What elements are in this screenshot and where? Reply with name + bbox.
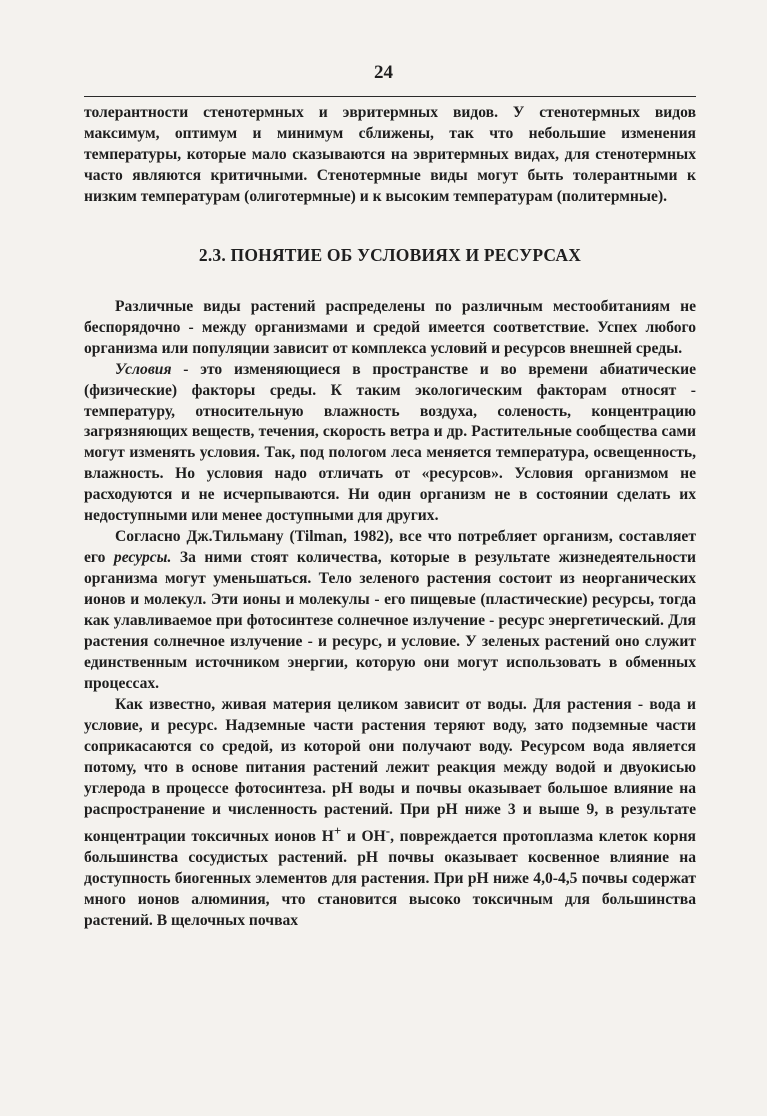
paragraph-3-after: За ними стоят количества, которые в результате жизнедеятельности организма могут уменьшаться. Тело зеленого растения состоит из неорганических ионов и молекул. Эти ионы и молекулы - его пищевые (пластические) ресурсы, тогда как улавливаемое при фотосинтезе солнечное излучение - ресурс энергетический. Для растения солнечное излучение - и ресурс, и условие. У зеленых растений оно служит единственным источником энергии, которую они могут использовать в обменных процессах. — [84, 549, 697, 692]
paragraph-4-text-1: Как известно, живая материя целиком зависит от воды. Для растения - вода и условие, и ресурс. Надземные части растения теряют воду, зато подземные части соприкасаются со средой, из которой они получают воду. Ресурсом вода является потому, что в основе питания растений лежит реакция между водой и двуокисью углерода в процессе фотосинтеза. pH воды и почвы оказывает большое влияние на распространение и численность растений. При pH ниже 3 и выше 9, в результате концентрации токсичных ионов H — [84, 695, 696, 845]
paragraph-3 — [84, 527, 696, 695]
term-conditions: Условия — [115, 360, 172, 378]
header-rule — [84, 96, 696, 97]
superscript-minus: - — [385, 822, 391, 838]
page-content — [84, 103, 696, 932]
paragraph-4-text-2: и OH — [341, 827, 386, 845]
paragraph-2 — [84, 360, 696, 528]
section-title: 2.3. ПОНЯТИЕ ОБ УСЛОВИЯХ И РЕСУРСАХ — [198, 244, 582, 265]
superscript-plus: + — [333, 822, 342, 838]
paragraph-3-before: Согласно Дж.Тильману (Tilman, 1982), все что потребляет организм, составляет его — [84, 528, 696, 567]
intro-paragraph: толерантности стенотермных и эвритермных видов. У стенотермных видов максимум, оптимум и минимум сближены, так что небольшие изменения температуры, которые мало сказываются на эвритермных видах, для стенотермных часто являются критичными. Стенотермные виды могут быть толерантными к низким температурам (олиготермные) и к высоким температурам (политермные). — [84, 104, 696, 205]
paragraph-1: Различные виды растений распределены по различным местообитаниям не беспорядочно - между организмами и средой имеется соответствие. Успех любого организма или популяции зависит от комплекса условий и ресурсов внешней среды. — [84, 297, 696, 357]
page-number: 24 — [374, 62, 393, 83]
paragraph-4 — [84, 695, 696, 932]
paragraph-4-text-3: , повреждается протоплазма клеток корня большинства сосудистых растений. pH почвы оказывает косвенное влияние на доступность биогенных элементов для растения. При pH ниже 4,0-4,5 почвы содержат много ионов алюминия, что становится высоко токсичным для большинства растений. В щелочных почвах — [84, 827, 696, 929]
term-resources: ресурсы. — [113, 549, 172, 567]
paragraph-2-text: - это изменяющиеся в пространстве и во времени абиатические (физические) факторы среды. К таким экологическим факторам относят - температуру, относительную влажность воздуха, соленость, концентрацию загрязняющих веществ, течения, скорость ветра и др. Растительные сообщества сами могут изменять условия. Так, под пологом леса меняется температура, освещенность, влажность. Но условия надо отличать от «ресурсов». Условия организмом не расходуются и не исчерпываются. Ни один организм не в состоянии сделать их недоступными или менее доступными для других. — [84, 360, 696, 525]
